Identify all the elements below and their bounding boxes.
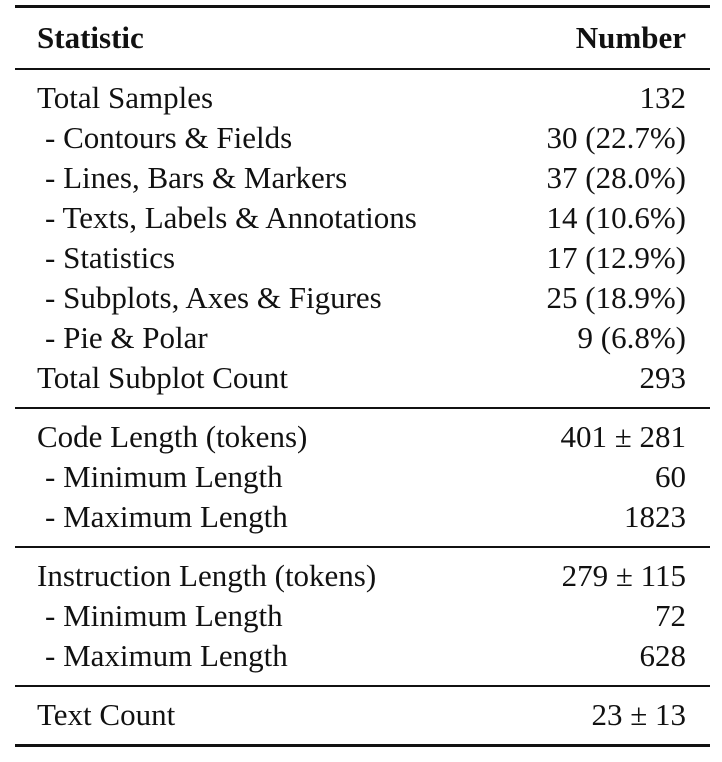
row-value: 1823 [624,499,686,534]
row-value: 17 (12.9%) [546,240,686,275]
table-row [37,556,686,596]
table-row [37,457,686,497]
header-statistic: Statistic [37,20,144,55]
row-value: 37 (28.0%) [546,160,686,195]
table-row [37,318,686,358]
row-value: 132 [639,80,686,115]
table-row [37,596,686,636]
section-code-length [15,409,710,546]
row-label: - Minimum Length [45,598,283,633]
row-value: 23 ± 13 [591,697,686,732]
table-row [37,358,686,398]
table-header-row [15,8,710,68]
row-label: - Minimum Length [45,459,283,494]
table-row [37,158,686,198]
row-value: 72 [655,598,686,633]
table-row [37,417,686,457]
row-label: - Pie & Polar [45,320,208,355]
section-instruction-length [15,548,710,685]
table-row [37,636,686,676]
row-label: Code Length (tokens) [37,419,308,454]
table-row [37,278,686,318]
section-text-count [15,687,710,744]
table-row [37,695,686,735]
row-value: 9 (6.8%) [577,320,686,355]
table-row [37,238,686,278]
table-row [37,78,686,118]
statistics-table [15,5,710,747]
row-label: - Contours & Fields [45,120,293,155]
row-value: 401 ± 281 [560,419,686,454]
row-value: 60 [655,459,686,494]
row-label: - Maximum Length [45,638,288,673]
row-value: 30 (22.7%) [546,120,686,155]
row-value: 293 [639,360,686,395]
row-label: - Texts, Labels & Annotations [45,200,417,235]
row-value: 279 ± 115 [561,558,686,593]
section-samples [15,70,710,407]
row-value: 628 [639,638,686,673]
row-value: 14 (10.6%) [546,200,686,235]
table-row [37,198,686,238]
header-number: Number [575,20,686,55]
row-label: - Maximum Length [45,499,288,534]
bottom-rule [15,744,710,747]
table-row [37,118,686,158]
row-label: Total Subplot Count [37,360,289,395]
row-label: Instruction Length (tokens) [37,558,377,593]
table-row [37,497,686,537]
row-label: - Lines, Bars & Markers [45,160,348,195]
row-value: 25 (18.9%) [546,280,686,315]
row-label: - Subplots, Axes & Figures [45,280,382,315]
row-label: Text Count [37,697,176,732]
row-label: - Statistics [45,240,176,275]
row-label: Total Samples [37,80,214,115]
